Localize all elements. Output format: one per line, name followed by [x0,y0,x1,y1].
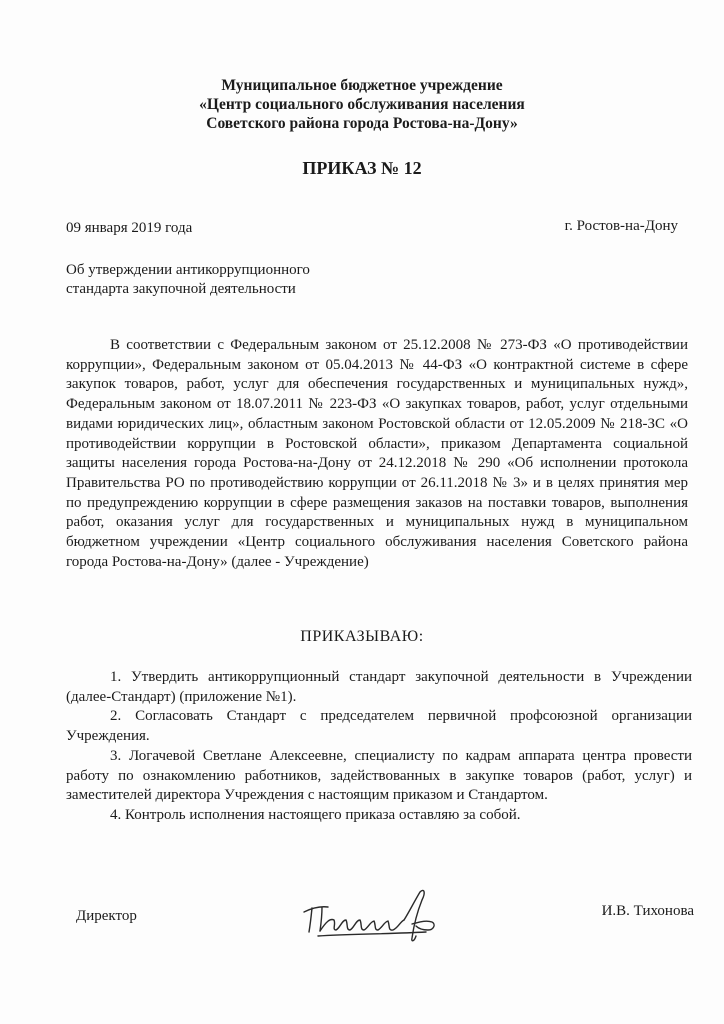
institution-header [0,76,724,133]
order-item-2: 2. Согласовать Стандарт с председателем первичной профсоюзной организации Учреждения. [66,708,692,745]
subject-line-2: стандарта закупочной деятельности [66,281,296,297]
director-position-label: Директор [76,908,137,924]
order-city: г. Ростов-на-Дону [564,218,678,234]
order-subject [66,261,310,299]
order-items-list [66,668,692,826]
order-title: ПРИКАЗ № 12 [302,158,422,178]
institution-line-2: «Центр социального обслуживания населения [199,96,525,113]
subject-line-1: Об утверждении антикоррупционного [66,262,310,278]
handwritten-signature [298,884,448,948]
order-item-4: 4. Контроль исполнения настоящего приказа оставляю за собой. [110,806,521,823]
order-item-1: 1. Утвердить антикоррупционный стандарт закупочной деятельности в Учреждении (далее-Стандарт) (приложение №1). [66,669,692,705]
preamble-paragraph: В соответствии с Федеральным законом от 25.12.2008 № 273-ФЗ «О противодействии коррупции», Федеральным законом от 05.04.2013 № 44-ФЗ «О контрактной системе в сфере закупок товаров, работ, услуг для обеспечения государственных и муниципальных нужд», Федеральным законом от 18.07.2011 № 223-ФЗ «О закупках товаров, работ, услуг отдельными видами юридических лиц», областным законом Ростовской области от 12.05.2009 № 218-ЗС «О противодействии коррупции в Ростовской области», приказом Департамента социальной защиты населения города Ростова-на-Дону от 24.12.2018 № 290 «Об исполнении протокола Правительства РО по противодействию коррупции от 26.11.2018 № 3» и в целях принятия мер по предупреждению коррупции в сфере размещения заказов на поставки товаров, выполнения работ, оказания услуг для государственных и муниципальных нужд в муниципальном бюджетном учреждении «Центр социального обслуживания населения Советского района города Ростова-на-Дону» (далее - Учреждение) [66,337,688,570]
order-date: 09 января 2019 года [66,220,193,236]
institution-line-3: Советского района города Ростова-на-Дону» [206,115,518,132]
order-item-3: 3. Логачевой Светлане Алексеевне, специалисту по кадрам аппарата центра провести работу по ознакомлению работников, задействованных в закупке товаров (работ, услуг) и заместителей директора Учреждения с настоящим приказом и Стандартом. [66,747,692,804]
decree-heading: ПРИКАЗЫВАЮ: [300,628,424,645]
director-name: И.В. Тихонова [601,903,694,919]
institution-line-1: Муниципальное бюджетное учреждение [221,77,503,94]
